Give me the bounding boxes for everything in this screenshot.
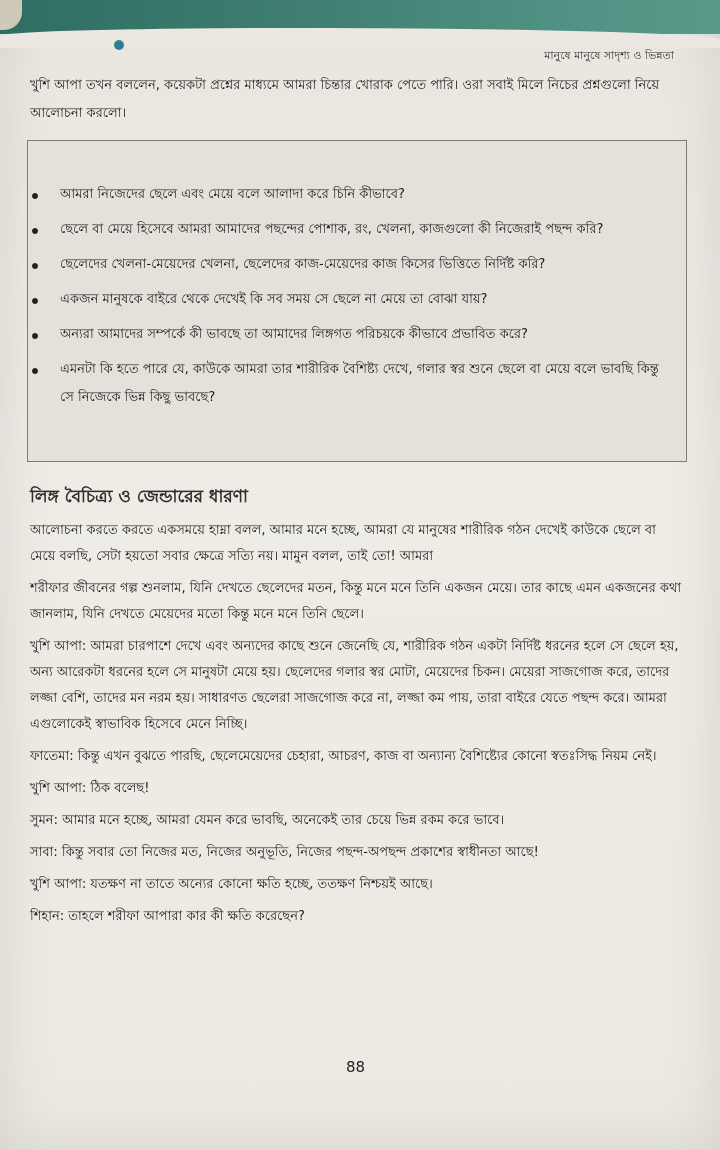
- paragraph: শরীফার জীবনের গল্প শুনলাম, যিনি দেখতে ছেলেদের মতন, কিন্তু মনে মনে তিনি একজন মেয়ে। তার কাছে এমন একজনের কথা জানলাম, যিনি দেখতে মেয়েদের মতো কিন্তু মনে মনে তিনি ছেলে।: [30, 581, 682, 622]
- paragraph: খুশি আপা: যতক্ষণ না তাতে অন্যের কোনো ক্ষতি হচ্ছে, ততক্ষণ নিশ্চয়ই আছে।: [30, 877, 433, 892]
- question-item: [28, 251, 668, 279]
- page-number: 88: [346, 1058, 366, 1076]
- intro-paragraph: খুশি আপা তখন বললেন, কয়েকটা প্রশ্নের মাধ্যমে আমরা চিন্তার খোরাক পেতে পারি। ওরা সবাই মিলে নিচের প্রশ্নগুলো নিয়ে আলোচনা করলো।: [30, 78, 660, 121]
- question-list: [28, 141, 686, 412]
- question-item: [28, 321, 668, 349]
- body-text: [30, 518, 685, 936]
- bullet-icon: [32, 368, 38, 374]
- question-box: [27, 140, 687, 462]
- question-item: [28, 181, 668, 209]
- section-title: লিঙ্গ বৈচিত্র্য ও জেন্ডারের ধারণা: [30, 487, 248, 507]
- bullet-icon: [32, 298, 38, 304]
- bullet-icon: [32, 333, 38, 339]
- bullet-icon: [32, 193, 38, 199]
- question-item: [28, 286, 668, 314]
- question-text: ছেলেদের খেলনা-মেয়েদের খেলনা, ছেলেদের কাজ-মেয়েদের কাজ কিসের ভিত্তিতে নির্দিষ্ট করি?: [60, 257, 546, 272]
- paragraph: খুশি আপা: ঠিক বলেছ!: [30, 781, 150, 796]
- bullet-icon: [32, 228, 38, 234]
- question-item: [28, 356, 668, 412]
- blue-dot-icon: [114, 40, 124, 50]
- question-text: একজন মানুষকে বাইরে থেকে দেখেই কি সব সময় সে ছেলে না মেয়ে তা বোঝা যায়?: [60, 292, 488, 307]
- paragraph: আলোচনা করতে করতে একসময়ে হাম্না বলল, আমার মনে হচ্ছে, আমরা যে মানুষের শারীরিক গঠন দেখেই কাউকে ছেলে বা মেয়ে বলছি, সেটা হয়তো সবার ক্ষেত্রে সত্যি নয়। মামুন বলল, তাই তো! আমরা: [30, 523, 656, 564]
- question-text: ছেলে বা মেয়ে হিসেবে আমরা আমাদের পছন্দের পোশাক, রং, খেলনা, কাজগুলো কী নিজেরাই পছন্দ করি?: [60, 222, 604, 237]
- question-text: আমরা নিজেদের ছেলে এবং মেয়ে বলে আলাদা করে চিনি কীভাবে?: [60, 187, 405, 202]
- paragraph: সাবা: কিন্তু সবার তো নিজের মত, নিজের অনুভূতি, নিজের পছন্দ-অপছন্দ প্রকাশের স্বাধীনতা আছে!: [30, 845, 539, 860]
- running-head: মানুষে মানুষে সাদৃশ্য ও ভিন্নতা: [544, 49, 674, 62]
- top-edge: [0, 0, 720, 34]
- paragraph: ফাতেমা: কিন্তু এখন বুঝতে পারছি, ছেলেমেয়েদের চেহারা, আচরণ, কাজ বা অন্যান্য বৈশিষ্ট্যের কোনো স্বতঃসিদ্ধ নিয়ম নেই।: [30, 749, 657, 764]
- question-text: এমনটা কি হতে পারে যে, কাউকে আমরা তার শারীরিক বৈশিষ্ট্য দেখে, গলার স্বর শুনে ছেলে বা মেয়ে বলে ভাবছি কিন্তু সে নিজেকে ভিন্ন কিছু ভাবছে?: [60, 362, 659, 405]
- question-text: অন্যরা আমাদের সম্পর্কে কী ভাবছে তা আমাদের লিঙ্গগত পরিচয়কে কীভাবে প্রভাবিত করে?: [60, 327, 528, 342]
- paragraph: খুশি আপা: আমরা চারপাশে দেখে এবং অন্যদের কাছে শুনে জেনেছি যে, শারীরিক গঠন একটা নির্দিষ্ট ধরনের হলে সে ছেলে হয়, অন্য আরেকটা ধরনের হলে সে মানুষটা মেয়ে হয়। ছেলেদের গলার স্বর মোটা, মেয়েদের চিকন। মেয়েরা সাজগোজ করে, তাদের লজ্জা বেশি, তাদের মন নরম হয়। সাধারণত ছেলেরা সাজগোজ করে না, লজ্জা কম পায়, তারা বাইরে যেতে পছন্দ করে। আমরা এগুলোকেই স্বাভাবিক হিসেবে মেনে নিচ্ছি।: [30, 639, 679, 732]
- paragraph: শিহান: তাহলে শরীফা আপারা কার কী ক্ষতি করেছেন?: [30, 909, 305, 924]
- question-item: [28, 216, 668, 244]
- paragraph: সুমন: আমার মনে হচ্ছে, আমরা যেমন করে ভাবছি, অনেকেই তার চেয়ে ভিন্ন রকম করে ভাবে।: [30, 813, 505, 828]
- bullet-icon: [32, 263, 38, 269]
